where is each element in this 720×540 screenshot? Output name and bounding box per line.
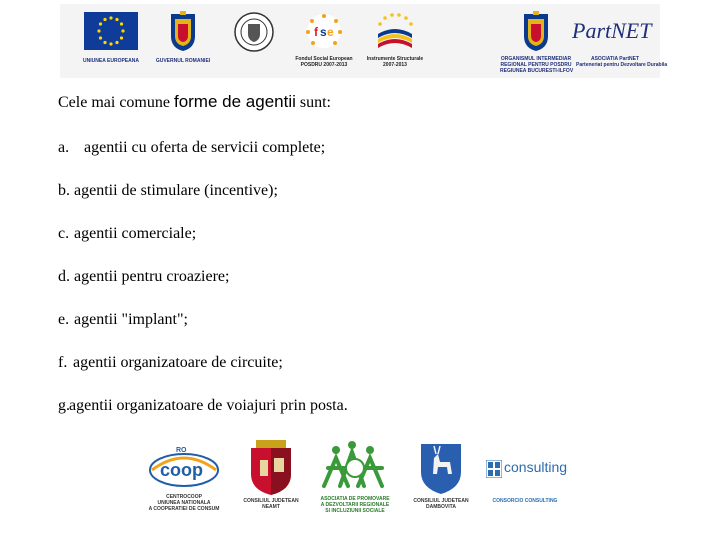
association-caption-2: A DEZVOLTARII REGIONALE — [320, 502, 390, 508]
list-item-text: agentii "implant"; — [74, 311, 188, 328]
list-item-letter: a. — [58, 139, 70, 156]
list-item-letter: d. — [58, 268, 70, 285]
oir-posdru-coat-of-arms-logo — [520, 10, 552, 52]
list-item-letter: b. — [58, 182, 70, 199]
government-caption: GUVERNUL ROMANIEI — [155, 58, 211, 64]
eu-flag-logo — [84, 12, 138, 50]
dambovita-caption-1: CONSILIUL JUDETEAN — [413, 498, 469, 504]
list-item — [58, 182, 278, 200]
fse-logo — [302, 12, 346, 50]
neamt-caption-2: NEAMT — [262, 504, 280, 510]
structural-instruments-caption-2: 2007-2013 — [383, 62, 407, 68]
title-start: Cele mai comune — [58, 94, 174, 111]
oir-caption-2: REGIONAL PENTRU POSDRU — [500, 62, 572, 68]
partnet-caption-1: ASOCIATIA PartNET — [590, 56, 640, 62]
svg-text:coop: coop — [160, 460, 203, 480]
fse-caption-2: POSDRU 2007-2013 — [300, 62, 348, 68]
consulting-logo: consulting — [504, 459, 568, 475]
list-item-letter: c. — [58, 225, 70, 242]
fse-caption-1: Fondul Social European — [295, 56, 353, 62]
list-item-letter: f. — [58, 354, 68, 371]
dambovita-caption-2: DAMBOVITA — [426, 504, 456, 510]
list-item — [58, 397, 348, 415]
list-item-text: agentii comerciale; — [74, 225, 197, 242]
association-people-circle-logo — [318, 438, 392, 494]
eu-caption: UNIUNEA EUROPEANA — [83, 58, 139, 64]
structural-instruments-caption-1: Instrumente Structurale — [366, 56, 424, 62]
oir-caption-3: REGIUNEA BUCURESTI-ILFOV — [500, 68, 574, 74]
list-item-text: agentii organizatoare de circuite; — [73, 354, 283, 371]
neamt-caption-1: CONSILIUL JUDETEAN — [243, 498, 299, 504]
list-item-text: agentii pentru croaziere; — [74, 268, 230, 285]
list-item-text: agentii cu oferta de servicii complete; — [84, 139, 326, 156]
title-emphasis: forme de agentii — [173, 92, 296, 111]
consulting-caption: CONSORCIO CONSULTING — [492, 498, 558, 504]
structural-instruments-logo — [372, 10, 418, 52]
partnet-caption-2: Parteneriat pentru Dezvoltare Durabila — [576, 62, 668, 68]
romania-coat-of-arms-logo — [167, 10, 199, 52]
list-item-letter: g. — [58, 397, 70, 414]
coop-caption-1: CENTROCOOP — [166, 494, 202, 500]
svg-text:e: e — [327, 25, 334, 39]
consulting-grid-icon — [486, 460, 502, 478]
ministry-seal-logo — [234, 12, 274, 52]
association-caption-1: ASOCIATIA DE PROMOVARE — [320, 496, 390, 502]
association-caption-3: SI INCLUZIUNII SOCIALE — [325, 508, 385, 514]
title-end: sunt: — [295, 94, 331, 111]
list-item — [58, 311, 188, 329]
page-title — [58, 92, 331, 112]
coop-caption-2: UNIUNEA NATIONALA — [157, 500, 211, 506]
partnet-logo: PartNET — [572, 18, 652, 43]
dambovita-coat-of-arms-logo — [418, 440, 464, 496]
list-item — [58, 354, 283, 372]
list-item-letter: e. — [58, 311, 70, 328]
list-item — [58, 225, 196, 243]
svg-text:f: f — [314, 25, 318, 39]
coop-logo — [148, 440, 220, 490]
svg-text:RO: RO — [176, 447, 187, 454]
list-item-text: agentii de stimulare (incentive); — [74, 182, 278, 199]
svg-text:s: s — [320, 25, 327, 39]
list-item — [58, 139, 325, 157]
neamt-coat-of-arms-logo — [246, 440, 296, 496]
oir-caption-1: ORGANISMUL INTERMEDIAR — [500, 56, 572, 62]
list-item — [58, 268, 229, 286]
coop-caption-3: A COOPERATIEI DE CONSUM — [148, 506, 220, 512]
list-item-text: agentii organizatoare de voiajuri prin posta. — [69, 397, 348, 414]
